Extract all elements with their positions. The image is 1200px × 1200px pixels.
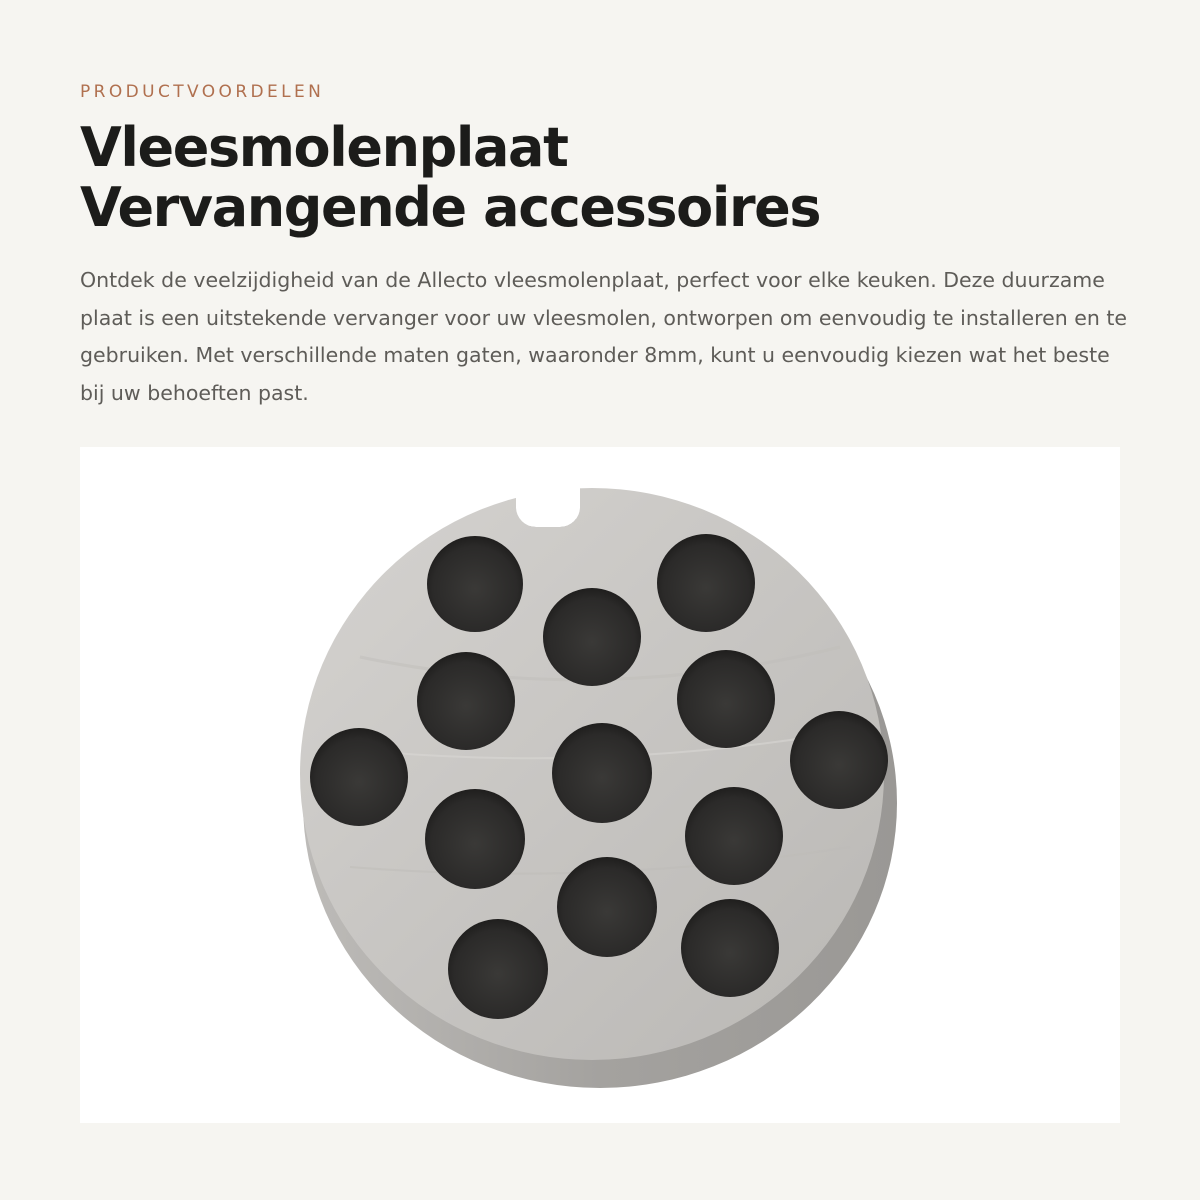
hole xyxy=(310,728,408,826)
hole xyxy=(681,899,779,997)
hole xyxy=(417,652,515,750)
title-line-2: Vervangende accessoires xyxy=(80,176,821,239)
hole xyxy=(552,723,652,823)
section-eyebrow: PRODUCTVOORDELEN xyxy=(80,82,325,102)
hole xyxy=(557,857,657,957)
hole xyxy=(543,588,641,686)
section-description: Ontdek de veelzijdigheid van de Allecto vleesmolenplaat, perfect voor elke keuken. Deze duurzame plaat is een uitstekende vervanger voor uw vleesmolen, ontworpen om eenvoudig te installeren en te gebruiken. Met verschillende maten gaten, waaronder 8mm, kunt u eenvoudig kiezen wat het beste bij uw behoeften past. xyxy=(80,268,1128,405)
hole xyxy=(685,787,783,885)
section-title xyxy=(80,118,820,238)
hole xyxy=(425,789,525,889)
hole xyxy=(790,711,888,809)
hole xyxy=(448,919,548,1019)
meat-grinder-plate-illustration xyxy=(80,447,1120,1123)
hole xyxy=(677,650,775,748)
hole xyxy=(657,534,755,632)
hole xyxy=(427,536,523,632)
product-image xyxy=(80,447,1120,1123)
title-line-1: Vleesmolenplaat xyxy=(80,116,568,179)
